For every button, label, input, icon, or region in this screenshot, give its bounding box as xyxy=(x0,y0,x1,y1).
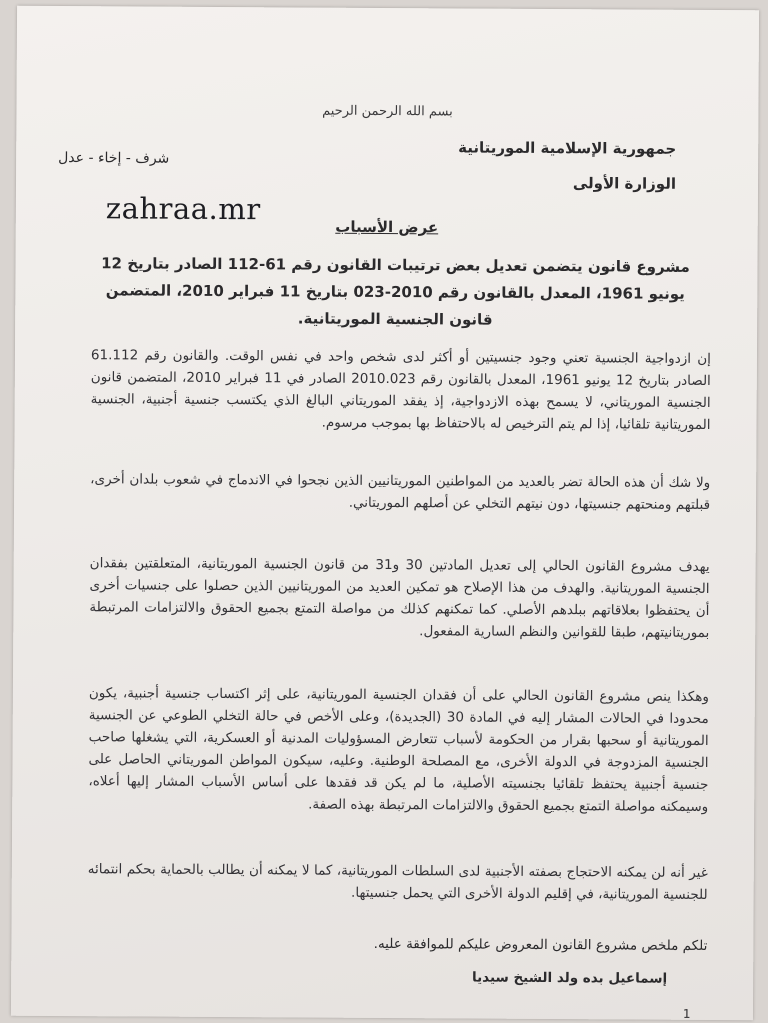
document-page xyxy=(11,6,759,1021)
republic-name: جمهورية الإسلامية الموريتانية xyxy=(458,138,677,158)
closing-line: تلكم ملخص مشروع القانون المعروض عليكم للموافقة عليه. xyxy=(373,935,708,954)
paragraph-5: غير أنه لن يمكنه الاحتجاج بصفته الأجنبية لدى السلطات الموريتانية، كما لا يمكنه أن يطالب بالحماية بحكم انتمائه للجنسية الموريتانية، في إقليم الدولة الأخرى التي يحمل جنسيتها. xyxy=(87,861,708,903)
national-motto: شرف - إخاء - عدل xyxy=(58,149,170,167)
ministry-name: الوزارة الأولى xyxy=(572,174,677,193)
paragraph-3: يهدف مشروع القانون الحالي إلى تعديل المادتين 30 و31 من قانون الجنسية الموريتانية، المتعلقتين بفقدان الجنسية الموريتانية. والهدف من هذا الإصلاح هو تمكين العديد من الموريتانيين الذين حصلوا على جنسيات أخرى أن يحتفظوا بعلاقاتهم ببلدهم الأصلي. كما تمكنهم كذلك من مواصلة التمتع بجميع الحقوق والالتزامات المرتبطة بموريتانيتهم، طبقا للقوانين والنظم السارية المفعول. xyxy=(89,555,710,641)
paragraph-4: وهكذا ينص مشروع القانون الحالي على أن فقدان الجنسية الموريتانية، على إثر اكتساب جنسية أجنبية، يكون محدودا في الحالات المشار إليه في المادة 30 (الجديدة)، وعلى الأخص في حالة التخلي الطوعي عن الجنسية الموريتانية أو سحبها بقرار من الحكومة لأسباب تتعارض المسؤوليات المدنية أو العسكرية، التي يشغلها صاحب الجنسية المزدوجة في الدولة الأخرى، مع المصلحة الوطنية. وعليه، سيكون المواطن الموريتاني الحاصل على جنسية أجنبية يحتفظ تلقائيا بجنسيته الأصلية، ما لم يكن قد فقدها على أساس الأسباب المشار إليها أعلاه، وسيمكنه مواصلة التمتع بجميع الحقوق والالتزامات المرتبطة بهذه الصفة. xyxy=(88,685,709,815)
signature: إسماعيل بده ولد الشيخ سيديا xyxy=(472,969,668,987)
basmala: بسم الله الرحمن الرحيم xyxy=(322,103,453,120)
bill-title: مشروع قانون يتضمن تعديل بعض ترتيبات القانون رقم 61-112 الصادر بتاريخ 12 يونيو 1961، المعدل بالقانون رقم 2010-023 بتاريخ 11 فبراير 2010، المتضمن قانون الجنسية الموريتانية. xyxy=(101,254,690,329)
section-heading: عرض الأسباب xyxy=(335,217,439,237)
paragraph-2: ولا شك أن هذه الحالة تضر بالعديد من المواطنين الموريتانيين الذين نجحوا في الاندماج في شعوب بلدان أخرى، قبلتهم ومنحتهم جنسيتها، دون نيتهم التخلي عن أصلهم الموريتاني. xyxy=(90,471,711,513)
page-number: 1 xyxy=(682,1006,691,1021)
watermark: zahraa.mr xyxy=(105,191,261,227)
paragraph-1: إن ازدواجية الجنسية تعني وجود جنسيتين أو أكثر لدى شخص واحد في نفس الوقت. والقانون رقم 61.112 الصادر بتاريخ 12 يونيو 1961، المعدل بالقانون رقم 2010.023 الصادر في 11 فبراير 2010، المتضمن قانون الجنسية الموريتاني، لا يسمح بهذه الازدواجية، إذ يفقد الموريتاني البالغ الذي يكتسب جنسية أجنبية، الجنسية الموريتانية تلقائيا، إذا لم يتم الترخيص له بالاحتفاظ بها بموجب مرسوم. xyxy=(90,347,711,433)
